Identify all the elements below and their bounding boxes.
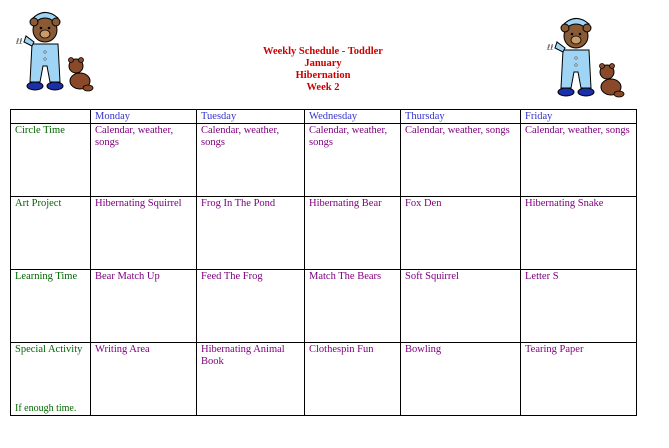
day-header-thursday: Thursday (401, 110, 521, 124)
schedule-cell: Frog In The Pond (197, 197, 305, 270)
schedule-cell: Hibernating Bear (305, 197, 401, 270)
schedule-cell: Hibernating Squirrel (91, 197, 197, 270)
schedule-table (10, 109, 637, 416)
day-header-friday: Friday (521, 110, 637, 124)
row-label-text: Special Activity (15, 344, 83, 355)
bear-with-teddy-icon (545, 10, 635, 102)
schedule-cell: Writing Area (91, 343, 197, 416)
theme-label: Hibernation (295, 70, 351, 81)
svg-text:ℓℓ: ℓℓ (16, 37, 23, 46)
schedule-cell: Calendar, weather, songs (91, 124, 197, 197)
schedule-cell: Clothespin Fun (305, 343, 401, 416)
day-header-tuesday: Tuesday (197, 110, 305, 124)
day-header-monday: Monday (91, 110, 197, 124)
table-row (11, 343, 637, 416)
svg-text:ℓℓ: ℓℓ (547, 43, 554, 52)
schedule-cell: Soft Squirrel (401, 270, 521, 343)
schedule-cell: Hibernating Animal Book (197, 343, 305, 416)
schedule-cell: Bear Match Up (91, 270, 197, 343)
month-label: January (304, 58, 342, 69)
schedule-cell: Calendar, weather, songs (305, 124, 401, 197)
row-label-circle-time: Circle Time (11, 124, 91, 197)
page-title: Weekly Schedule - Toddler (263, 46, 383, 57)
day-header-wednesday: Wednesday (305, 110, 401, 124)
schedule-cell: Calendar, weather, songs (401, 124, 521, 197)
schedule-cell: Calendar, weather, songs (197, 124, 305, 197)
week-label: Week 2 (306, 82, 340, 93)
schedule-cell: Letter S (521, 270, 637, 343)
schedule-title-block (230, 46, 416, 94)
table-header-row (11, 110, 637, 124)
table-row (11, 124, 637, 197)
schedule-cell: Fox Den (401, 197, 521, 270)
table-row (11, 197, 637, 270)
schedule-cell: Calendar, weather, songs (521, 124, 637, 197)
schedule-cell: Hibernating Snake (521, 197, 637, 270)
schedule-cell: Feed The Frog (197, 270, 305, 343)
schedule-cell: Match The Bears (305, 270, 401, 343)
row-label-special-activity (11, 343, 91, 416)
row-label-art-project: Art Project (11, 197, 91, 270)
if-enough-time-note: If enough time. (15, 403, 77, 414)
table-row (11, 270, 637, 343)
row-label-learning-time: Learning Time (11, 270, 91, 343)
corner-cell (11, 110, 91, 124)
schedule-cell: Bowling (401, 343, 521, 416)
bear-with-teddy-icon (14, 4, 104, 96)
schedule-cell: Tearing Paper (521, 343, 637, 416)
